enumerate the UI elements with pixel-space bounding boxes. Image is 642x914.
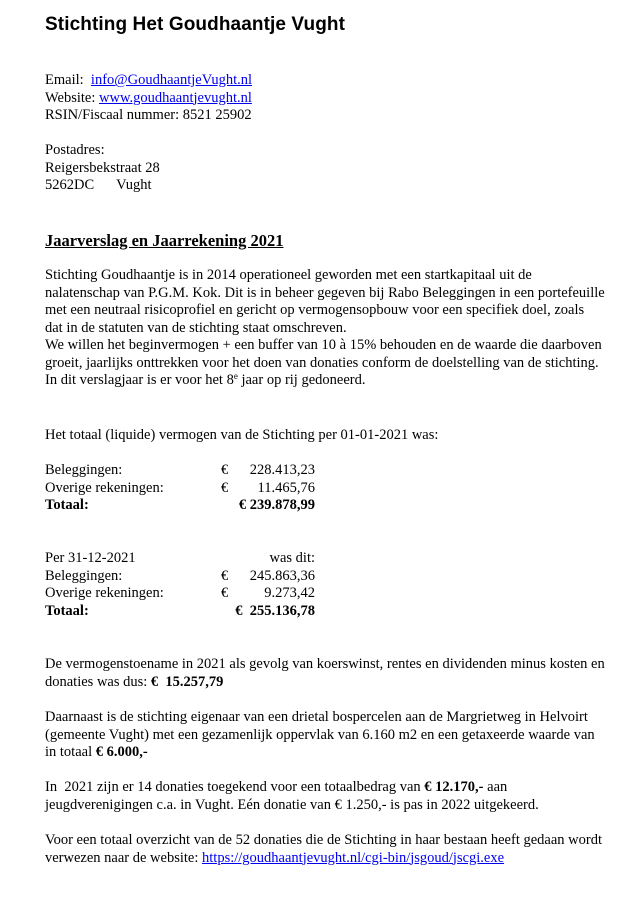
intro-paragraph (45, 267, 605, 390)
donations-text-2: aan jeugdverenigingen c.a. in Vught. Eén donatie van € 1.250,- is pas in 2022 uitgekeerd. (45, 779, 539, 813)
postal-code: 5262DC (45, 177, 95, 193)
balance-start-intro: Het totaal (liquide) vermogen van de Stichting per 01-01-2021 was: (45, 427, 439, 443)
growth-paragraph (45, 656, 605, 691)
land-paragraph (45, 709, 605, 762)
rsin-line: RSIN/Fiscaal nummer: 8521 25902 (45, 107, 252, 123)
intro-superscript: e (233, 371, 238, 381)
row-currency: € (221, 585, 229, 601)
balance-end-row (45, 568, 315, 586)
donations-text-1: In 2021 zijn er 14 donaties toegekend voor een totaalbedrag van (45, 779, 425, 795)
row-amount: 228.413,23 (249, 462, 315, 478)
postal-label: Postadres: (45, 142, 105, 158)
overview-link[interactable]: https://goudhaantjevught.nl/cgi-bin/jsgoud/jscgi.exe (202, 849, 505, 866)
row-label: Overige rekeningen: (45, 585, 164, 601)
organization-title: Stichting Het Goudhaantje Vught (45, 14, 346, 35)
overview-paragraph (45, 832, 605, 867)
row-amount: 9.273,42 (264, 585, 315, 601)
postal-city: Vught (116, 177, 152, 193)
growth-text: De vermogenstoename in 2021 als gevolg van koerswinst, rentes en dividenden minus kosten en donaties was dus: (45, 656, 605, 690)
row-label: Beleggingen: (45, 567, 123, 584)
postal-city-line (45, 177, 152, 195)
row-amount: 245.863,36 (249, 567, 315, 584)
intro-text-3: jaar op rij gedoneerd. (237, 372, 366, 388)
row-label: Overige rekeningen: (45, 479, 164, 496)
report-heading: Jaarverslag en Jaarrekening 2021 (45, 231, 284, 250)
row-currency: € (221, 462, 229, 478)
land-text: Daarnaast is de stichting eigenaar van een drietal bospercelen aan de Margrietweg in Helvoirt (gemeente Vught) met een gezamenlijk oppervlak van 6.160 m2 en een getaxeerde waarde van in totaal (45, 709, 595, 760)
balance-start-total (45, 497, 315, 515)
row-currency: € (221, 567, 229, 584)
website-line (45, 90, 252, 108)
total-label: Totaal: (45, 602, 89, 619)
donations-amount: € 12.170,- (424, 779, 484, 795)
land-amount: € 6.000,- (95, 744, 148, 760)
email-line (45, 72, 252, 90)
email-link[interactable]: info@GoudhaantjeVught.nl (90, 72, 253, 88)
total-amount: € 239.878,99 (238, 497, 315, 513)
total-amount: € 255.136,78 (235, 602, 315, 619)
row-label: Beleggingen: (45, 462, 123, 478)
email-label: Email: (45, 72, 84, 88)
intro-text-2: We willen het beginvermogen + een buffer van 10 à 15% behouden en de waarde die daarboven groeit, jaarlijks onttrekken voor het doen van donaties conform de doelstelling van de stichting. In dit verslagjaar is er voor het 8 (45, 337, 602, 388)
overview-text: Voor een totaal overzicht van de 52 donaties die de Stichting in haar bestaan heeft gedaan wordt verwezen naar de website: (45, 832, 602, 866)
balance-end-was: was dit: (269, 550, 315, 566)
balance-end-row (45, 585, 315, 603)
website-link[interactable]: www.goudhaantjevught.nl (99, 89, 252, 106)
balance-start-row (45, 462, 315, 480)
row-amount: 11.465,76 (257, 479, 315, 496)
balance-end-date: Per 31-12-2021 (45, 550, 136, 566)
balance-end-total (45, 603, 315, 621)
row-currency: € (221, 479, 229, 496)
growth-amount: € 15.257,79 (150, 673, 224, 690)
total-label: Totaal: (45, 497, 89, 513)
intro-text-1: Stichting Goudhaantje is in 2014 operationeel geworden met een startkapitaal uit de nalatenschap van P.G.M. Kok. Dit is in beheer gegeven bij Rabo Beleggingen in een portefeuille met een neutraal risicoprofiel en gericht op vermogensopbouw voor een specifiek doel, zoals dat in de statuten van de stichting staat omschreven. (45, 267, 605, 336)
balance-start-row (45, 480, 315, 498)
donations-paragraph (45, 779, 605, 814)
postal-street: Reigersbekstraat 28 (45, 159, 160, 176)
balance-end-header (45, 550, 315, 568)
website-label: Website: (45, 89, 96, 106)
